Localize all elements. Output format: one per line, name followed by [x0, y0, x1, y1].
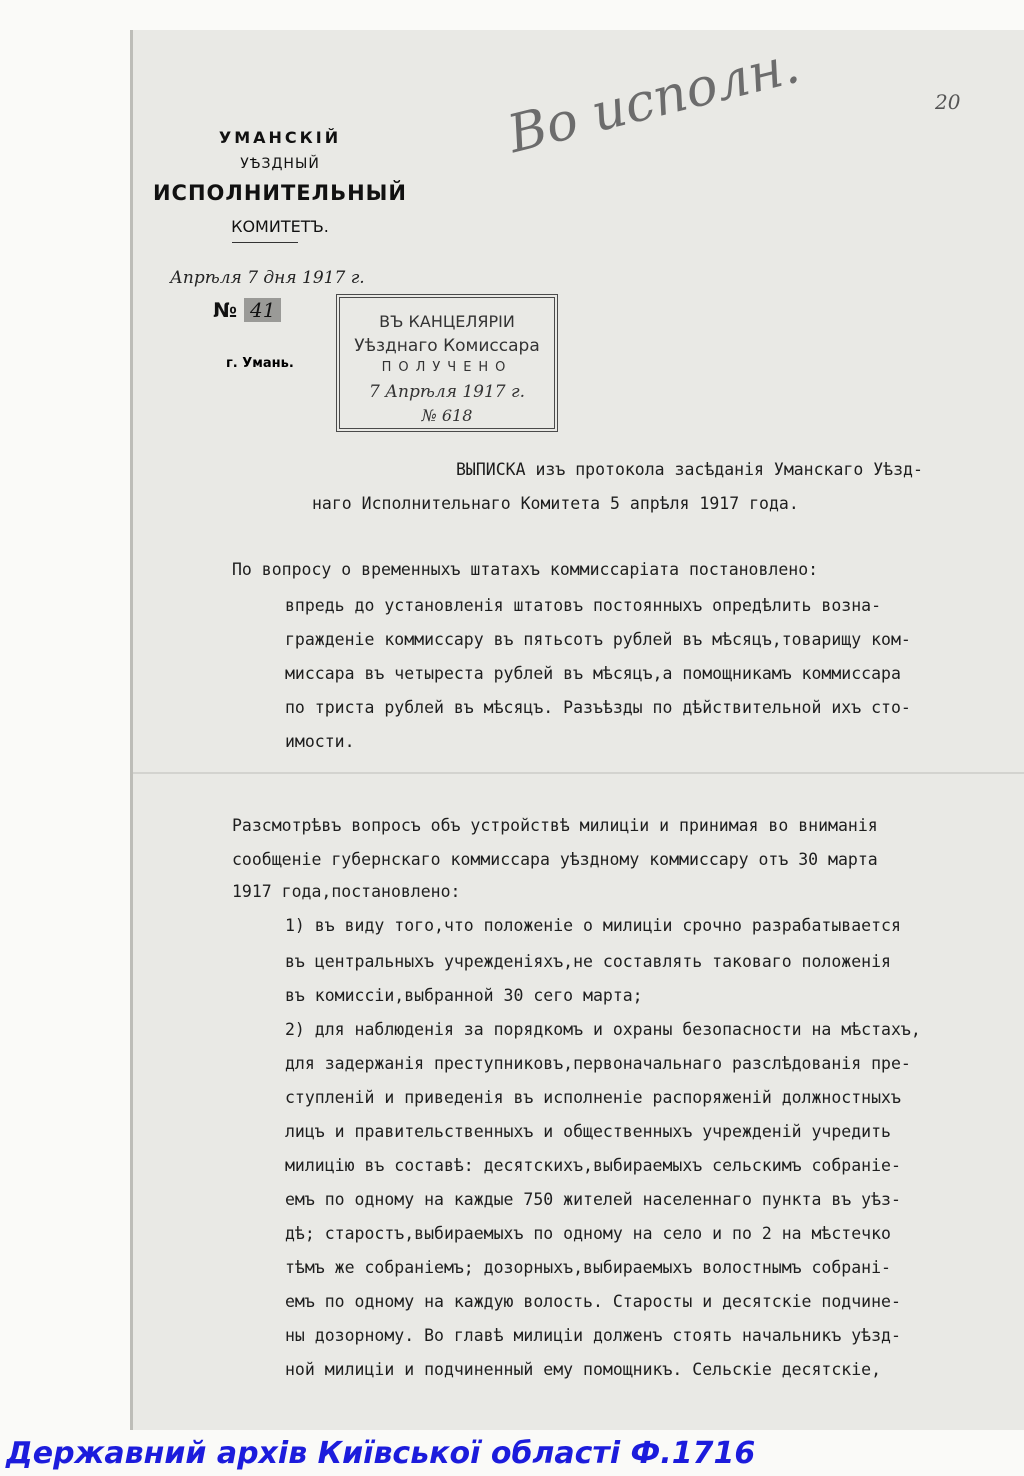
body-line: По вопросу о временныхъ штатахъ коммиссаріата постановлено: — [232, 560, 819, 579]
body-line: въ комиссіи,выбранной 30 сего марта; — [285, 986, 643, 1005]
body-line: 2) для наблюденія за порядкомъ и охраны безопасности на мѣстахъ, — [285, 1020, 921, 1039]
body-line: для задержанія преступниковъ,первоначальнаго разслѣдованія пре- — [285, 1054, 911, 1073]
stamp-line-2: Уѣзднаго Комиссара — [354, 336, 540, 356]
body-line: миссара въ четыреста рублей въ мѣсяцъ,а помощникамъ коммиссара — [285, 664, 901, 683]
body-line: емъ по одному на каждые 750 жителей населеннаго пункта въ уѣз- — [285, 1190, 901, 1209]
handwritten-note: Во исполн. — [502, 34, 806, 166]
body-line: емъ по одному на каждую волость. Старосты и десятскіе подчине- — [285, 1292, 901, 1311]
body-line: ступленій и приведенія въ исполненіе распоряженій должностныхъ — [285, 1088, 901, 1107]
document-date: Апрѣля 7 дня 1917 г. — [170, 268, 365, 288]
body-line: ной милиціи и подчиненный ему помощникъ. Сельскіе десятскіе, — [285, 1360, 882, 1379]
body-line: 1) въ виду того,что положеніе о милиціи срочно разрабатывается — [285, 916, 901, 935]
body-line: наго Исполнительнаго Комитета 5 апрѣля 1917 года. — [312, 494, 799, 513]
letterhead-line-3: ИСПОЛНИТЕЛЬНЫЙ — [152, 181, 408, 205]
body-line: ВЫПИСКА изъ протокола засѣданія Уманскаго Уѣзд- — [456, 460, 923, 479]
letterhead-line-4: КОМИТЕТЪ. — [231, 217, 329, 236]
body-line: милицію въ составѣ: десятскихъ,выбираемыхъ сельскимъ собраніе- — [285, 1156, 901, 1175]
body-line: сообщеніе губернскаго коммиссара уѣздному коммиссару отъ 30 марта — [232, 850, 878, 869]
body-line: гражденіе коммиссару въ пятьсотъ рублей въ мѣсяцъ,товарищу ком- — [285, 630, 911, 649]
number-label: № — [213, 298, 238, 322]
document-city: г. Умань. — [226, 356, 294, 371]
chancellery-stamp — [336, 294, 558, 432]
body-line: имости. — [285, 732, 355, 751]
body-line: по триста рублей въ мѣсяцъ. Разъѣзды по дѣйствительной ихъ сто- — [285, 698, 911, 717]
body-line: Разсмотрѣвъ вопросъ объ устройствѣ милиціи и принимая во вниманія — [232, 816, 878, 835]
document-number — [213, 298, 281, 322]
body-line: ны дозорному. Во главѣ милиціи долженъ стоять начальникъ уѣзд- — [285, 1326, 901, 1345]
letterhead-divider — [232, 242, 298, 243]
stamp-line-5: № 618 — [421, 406, 473, 425]
document-page — [130, 30, 1024, 1430]
stamp-line-4: 7 Апрѣля 1917 г. — [368, 382, 526, 402]
body-line: впредь до установленія штатовъ постоянныхъ опредѣлить возна- — [285, 596, 882, 615]
stamp-line-3: ПОЛУЧЕНО — [381, 360, 513, 375]
number-value: 41 — [244, 298, 281, 322]
body-line: дѣ; старостъ,выбираемыхъ по одному на село и по 2 на мѣстечко — [285, 1224, 891, 1243]
letterhead-line-1: УМАНСКІЙ — [218, 128, 342, 147]
archive-watermark: Державний архів Київської області Ф.1716 — [6, 1436, 756, 1471]
body-line: тѣмъ же собраніемъ; дозорныхъ,выбираемыхъ волостнымъ собрані- — [285, 1258, 891, 1277]
body-line: 1917 года,постановлено: — [232, 882, 461, 901]
letterhead-line-2: УѢЗДНЫЙ — [240, 156, 320, 172]
body-line: въ центральныхъ учрежденіяхъ,не составлять таковаго положенія — [285, 952, 891, 971]
stamp-line-1: ВЪ КАНЦЕЛЯРІИ — [379, 312, 515, 331]
page-number: 20 — [935, 90, 961, 114]
body-line: лицъ и правительственныхъ и общественныхъ учрежденій учредить — [285, 1122, 891, 1141]
